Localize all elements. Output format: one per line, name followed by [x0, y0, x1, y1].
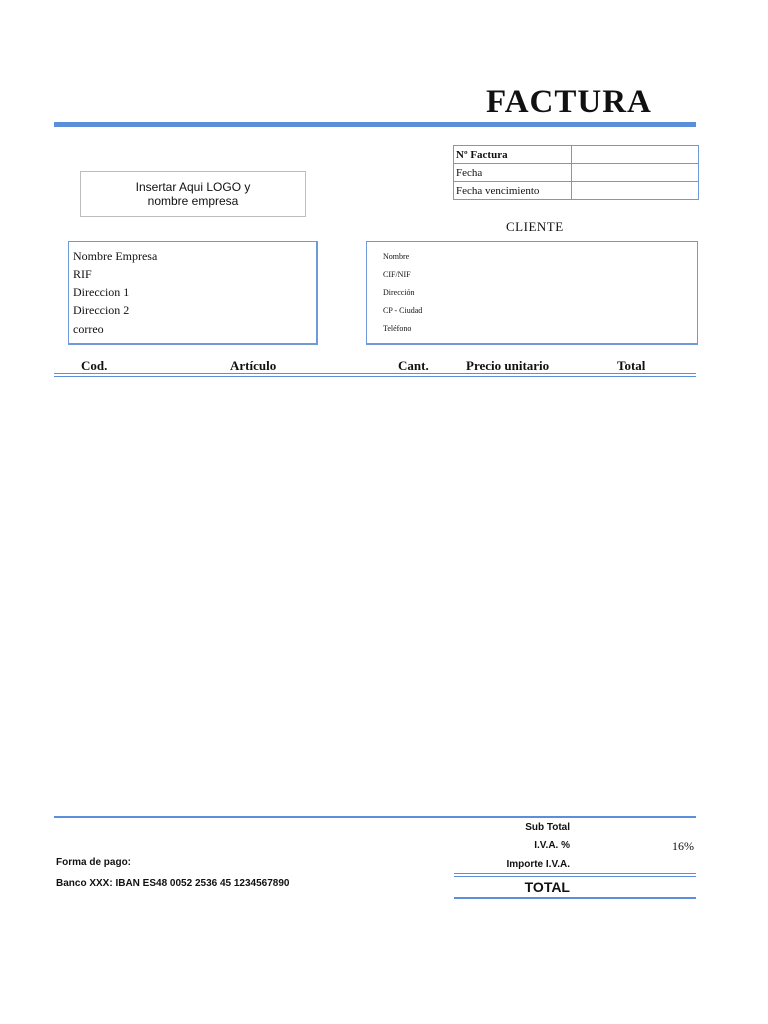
logo-line-2: nombre empresa — [147, 194, 239, 208]
column-header-article: Artículo — [230, 358, 277, 373]
invoice-meta-table — [453, 145, 699, 200]
client-heading: CLIENTE — [506, 219, 564, 234]
column-header-unit-price: Precio unitario — [466, 358, 550, 373]
iva-percent-value[interactable]: 16% — [672, 839, 694, 853]
meta-row-due — [454, 182, 699, 200]
client-name[interactable]: Nombre — [383, 252, 410, 261]
total-label: TOTAL — [524, 879, 570, 895]
header-rule-bottom — [54, 376, 696, 377]
company-address-2[interactable]: Direccion 2 — [73, 303, 130, 317]
column-header-total: Total — [617, 358, 646, 373]
iva-amount-label: Importe I.V.A. — [506, 859, 570, 870]
client-phone[interactable]: Teléfono — [383, 324, 412, 333]
bank-details[interactable]: Banco XXX: IBAN ES48 0052 2536 45 1234567890 — [56, 878, 290, 889]
header-rule-top — [54, 373, 696, 374]
payment-method-label: Forma de pago: — [56, 857, 132, 868]
total-rule-bottom — [454, 897, 696, 899]
total-rule-top-2 — [454, 876, 696, 877]
invoice-number-value[interactable] — [572, 146, 699, 164]
invoice-title: FACTURA — [486, 84, 652, 120]
iva-percent-label: I.V.A. % — [534, 840, 570, 851]
client-info-box — [366, 241, 698, 345]
company-info-box — [68, 241, 318, 345]
logo-placeholder[interactable] — [80, 171, 306, 217]
invoice-date-value[interactable] — [572, 164, 699, 182]
invoice-number-label: Nº Factura — [454, 146, 572, 164]
total-rule-top — [454, 873, 696, 874]
column-header-quantity: Cant. — [398, 358, 429, 373]
company-address-1[interactable]: Direccion 1 — [73, 285, 130, 299]
client-address[interactable]: Dirección — [383, 288, 415, 297]
subtotal-label: Sub Total — [525, 822, 570, 833]
client-cp-city[interactable]: CP - Ciudad — [383, 306, 423, 315]
line-items-area[interactable] — [54, 380, 696, 812]
due-date-label: Fecha vencimiento — [454, 182, 572, 200]
column-header-code: Cod. — [81, 358, 108, 373]
title-divider — [54, 122, 696, 127]
meta-row-number — [454, 146, 699, 164]
meta-row-date — [454, 164, 699, 182]
company-email[interactable]: correo — [73, 322, 104, 336]
logo-line-1: Insertar Aqui LOGO y — [135, 180, 251, 194]
due-date-value[interactable] — [572, 182, 699, 200]
items-end-rule — [54, 816, 696, 818]
invoice-date-label: Fecha — [454, 164, 572, 182]
company-name[interactable]: Nombre Empresa — [73, 249, 158, 263]
company-rif[interactable]: RIF — [73, 267, 92, 281]
client-cif[interactable]: CIF/NIF — [383, 270, 411, 279]
